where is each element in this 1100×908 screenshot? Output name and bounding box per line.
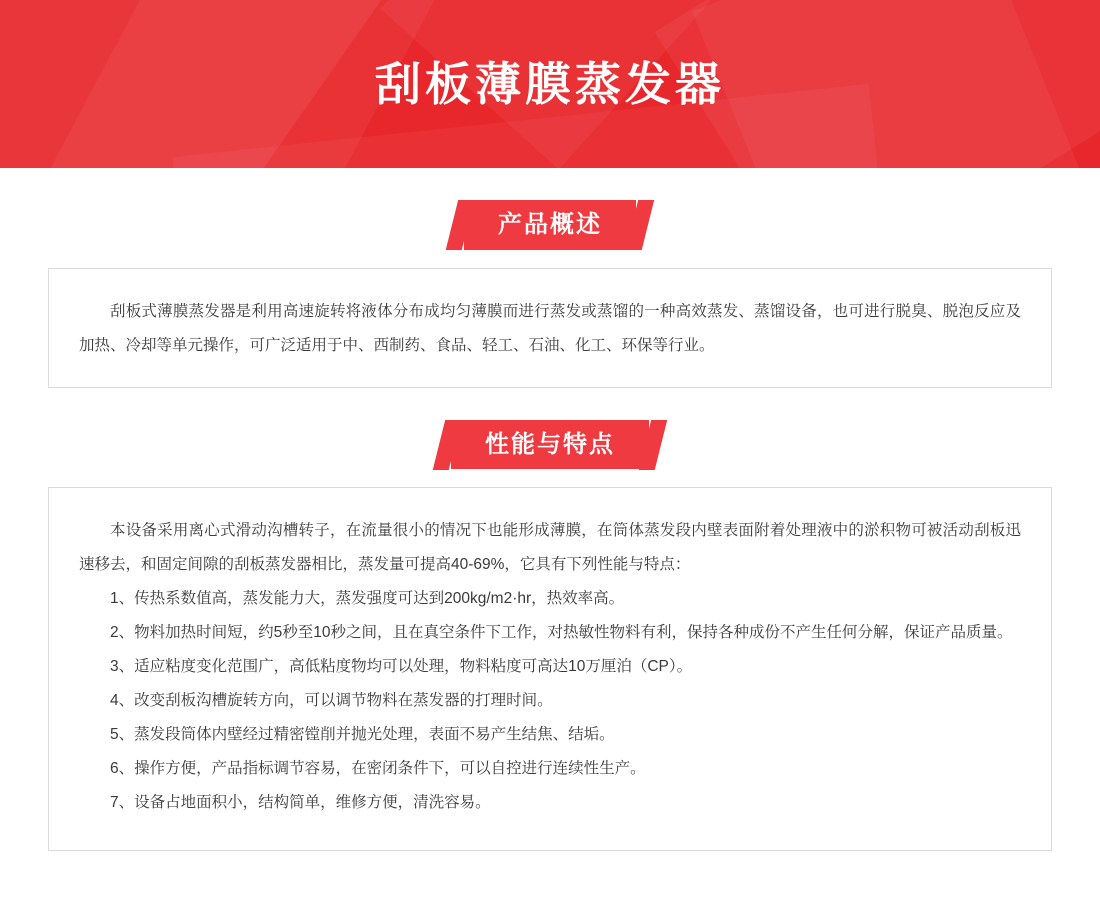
section-heading-label: 性能与特点: [451, 420, 649, 470]
overview-paragraph: 刮板式薄膜蒸发器是利用高速旋转将液体分布成均匀薄膜而进行蒸发或蒸馏的一种高效蒸发、蒸馏设备，也可进行脱臭、脱泡反应及加热、冷却等单元操作，可广泛适用于中、西制药、食品、轻工、石油、化工、环保等行业。: [79, 302, 1021, 354]
list-item: 4、改变刮板沟槽旋转方向，可以调节物料在蒸发器的打理时间。: [110, 692, 553, 710]
overview-box: [48, 268, 1052, 388]
features-box: [48, 487, 1052, 851]
section-heading-features: [0, 420, 1100, 470]
list-item: 2、物料加热时间短，约5秒至10秒之间，且在真空条件下工作，对热敏性物料有利，保持各种成份不产生任何分解，保证产品质量。: [110, 624, 1013, 642]
list-item: 3、适应粘度变化范围广，高低粘度物均可以处理，物料粘度可高达10万厘泊（CP）。: [110, 658, 693, 676]
list-item: 6、操作方便，产品指标调节容易，在密闭条件下，可以自控进行连续性生产。: [110, 760, 646, 778]
list-item: 1、传热系数值高，蒸发能力大，蒸发强度可达到200kg/m2·hr，热效率高。: [110, 590, 625, 608]
hero-banner: [0, 0, 1100, 168]
list-item: 5、蒸发段筒体内壁经过精密镗削并抛光处理，表面不易产生结焦、结垢。: [110, 726, 615, 744]
section-heading-label: 产品概述: [464, 200, 636, 250]
list-item: 7、设备占地面积小，结构简单，维修方便，清洗容易。: [110, 794, 491, 812]
features-intro-paragraph: 本设备采用离心式滑动沟槽转子，在流量很小的情况下也能形成薄膜，在筒体蒸发段内壁表面附着处理液中的淤积物可被活动刮板迅速移去，和固定间隙的刮板蒸发器相比，蒸发量可提高40-69%，它具有下列性能与特点：: [79, 522, 1021, 574]
page-title: 刮板薄膜蒸发器: [375, 58, 725, 110]
section-heading-overview: [0, 200, 1100, 250]
